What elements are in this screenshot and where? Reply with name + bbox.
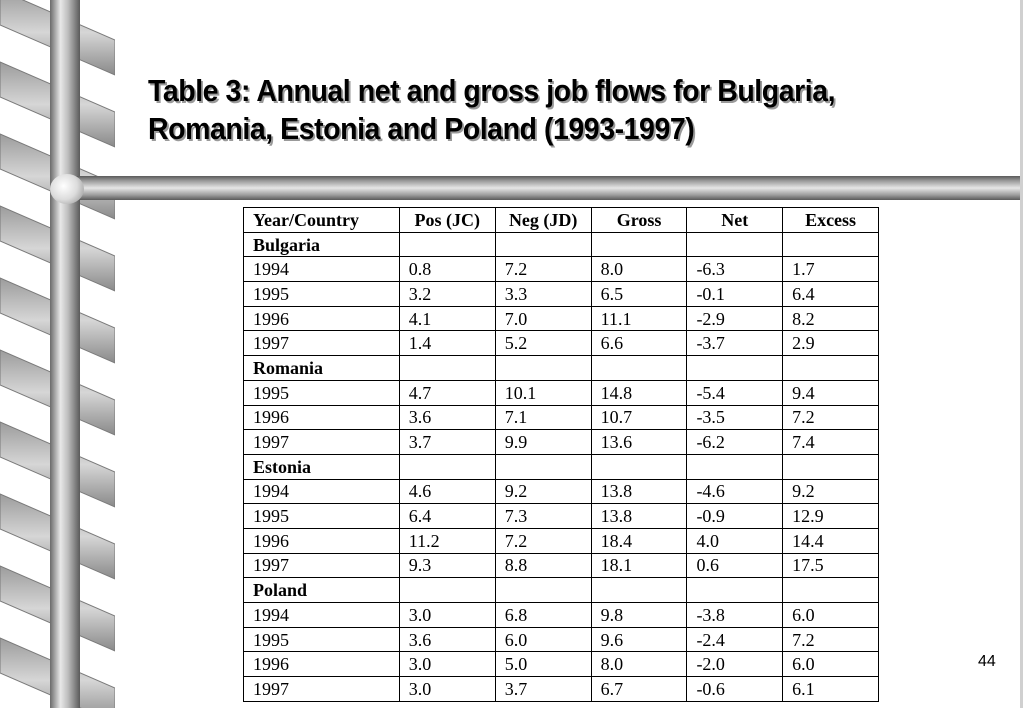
year-cell: 1995 [244,504,400,529]
year-cell: 1994 [244,603,400,628]
value-cell: 7.3 [495,504,591,529]
table-row [244,306,879,331]
table-row [244,405,879,430]
value-cell: 2.9 [783,331,879,356]
value-cell: 7.0 [495,306,591,331]
value-cell: 4.1 [399,306,495,331]
empty-cell [495,578,591,603]
value-cell: 17.5 [783,553,879,578]
value-cell: 1.7 [783,257,879,282]
value-cell: 6.7 [591,677,687,702]
empty-cell [591,232,687,257]
country-name-cell: Poland [244,578,400,603]
empty-cell [591,356,687,381]
empty-cell [783,356,879,381]
country-group-row [244,578,879,603]
country-name-cell: Romania [244,356,400,381]
value-cell: 7.2 [783,405,879,430]
value-cell: -4.6 [687,479,783,504]
empty-cell [399,232,495,257]
table-row [244,380,879,405]
rule-knob-decoration [50,174,84,204]
value-cell: 3.6 [399,405,495,430]
country-group-row [244,232,879,257]
job-flows-table [243,207,879,702]
table-row [244,504,879,529]
value-cell: 6.1 [783,677,879,702]
year-cell: 1994 [244,479,400,504]
empty-cell [687,232,783,257]
year-cell: 1994 [244,257,400,282]
value-cell: 8.0 [591,257,687,282]
table-row [244,553,879,578]
empty-cell [495,232,591,257]
empty-cell [495,356,591,381]
value-cell: -3.7 [687,331,783,356]
empty-cell [591,578,687,603]
table-row [244,282,879,307]
column-header: Pos (JC) [399,208,495,233]
empty-cell [783,232,879,257]
value-cell: 8.0 [591,652,687,677]
value-cell: 7.2 [495,528,591,553]
table-row [244,479,879,504]
value-cell: 3.0 [399,603,495,628]
year-cell: 1997 [244,331,400,356]
empty-cell [495,454,591,479]
value-cell: 7.4 [783,430,879,455]
value-cell: 10.1 [495,380,591,405]
value-cell: 6.4 [399,504,495,529]
value-cell: -2.0 [687,652,783,677]
country-group-row [244,356,879,381]
value-cell: 4.0 [687,528,783,553]
value-cell: 12.9 [783,504,879,529]
table-row [244,430,879,455]
value-cell: 9.6 [591,627,687,652]
value-cell: -6.3 [687,257,783,282]
slide-title-line-1: Table 3: Annual net and gross job flows for Bulgaria, [148,73,836,108]
country-name-cell: Bulgaria [244,232,400,257]
page-number: 44 [978,653,996,670]
value-cell: 6.6 [591,331,687,356]
year-cell: 1995 [244,380,400,405]
value-cell: 0.6 [687,553,783,578]
value-cell: 6.4 [783,282,879,307]
value-cell: 8.8 [495,553,591,578]
empty-cell [687,578,783,603]
value-cell: 7.2 [783,627,879,652]
value-cell: 9.8 [591,603,687,628]
value-cell: 5.2 [495,331,591,356]
value-cell: 14.8 [591,380,687,405]
table-row [244,677,879,702]
spiral-binding-decoration [0,0,115,708]
value-cell: -6.2 [687,430,783,455]
value-cell: 7.2 [495,257,591,282]
value-cell: -3.5 [687,405,783,430]
empty-cell [399,578,495,603]
year-cell: 1996 [244,306,400,331]
value-cell: -0.1 [687,282,783,307]
value-cell: 0.8 [399,257,495,282]
table-row [244,528,879,553]
table-row [244,331,879,356]
country-name-cell: Estonia [244,454,400,479]
value-cell: 13.6 [591,430,687,455]
value-cell: 5.0 [495,652,591,677]
column-header: Net [687,208,783,233]
value-cell: 9.2 [783,479,879,504]
slide-title-line-2: Romania, Estonia and Poland (1993-1997) [148,111,695,146]
value-cell: 18.1 [591,553,687,578]
value-cell: 13.8 [591,479,687,504]
empty-cell [783,578,879,603]
table-row [244,627,879,652]
empty-cell [591,454,687,479]
value-cell: 9.9 [495,430,591,455]
table-body [244,232,879,701]
column-header: Gross [591,208,687,233]
value-cell: 11.2 [399,528,495,553]
value-cell: 6.0 [783,652,879,677]
value-cell: 7.1 [495,405,591,430]
value-cell: 1.4 [399,331,495,356]
table-row [244,652,879,677]
empty-cell [399,356,495,381]
value-cell: 9.4 [783,380,879,405]
empty-cell [687,356,783,381]
column-header: Year/Country [244,208,400,233]
empty-cell [783,454,879,479]
value-cell: 18.4 [591,528,687,553]
value-cell: -0.9 [687,504,783,529]
year-cell: 1996 [244,652,400,677]
column-header: Excess [783,208,879,233]
value-cell: -2.4 [687,627,783,652]
value-cell: -3.8 [687,603,783,628]
value-cell: 3.7 [495,677,591,702]
value-cell: 6.8 [495,603,591,628]
year-cell: 1995 [244,627,400,652]
value-cell: 4.6 [399,479,495,504]
year-cell: 1997 [244,430,400,455]
country-group-row [244,454,879,479]
value-cell: 9.2 [495,479,591,504]
empty-cell [687,454,783,479]
value-cell: 13.8 [591,504,687,529]
value-cell: 3.2 [399,282,495,307]
value-cell: 6.0 [495,627,591,652]
value-cell: 3.6 [399,627,495,652]
value-cell: 3.0 [399,652,495,677]
value-cell: 8.2 [783,306,879,331]
year-cell: 1997 [244,677,400,702]
value-cell: 3.0 [399,677,495,702]
value-cell: 3.3 [495,282,591,307]
value-cell: 10.7 [591,405,687,430]
empty-cell [399,454,495,479]
year-cell: 1996 [244,528,400,553]
value-cell: -0.6 [687,677,783,702]
value-cell: 6.0 [783,603,879,628]
table-header-row [244,208,879,233]
table-row [244,257,879,282]
value-cell: 14.4 [783,528,879,553]
table-row [244,603,879,628]
year-cell: 1996 [244,405,400,430]
year-cell: 1995 [244,282,400,307]
horizontal-rule-bar [62,176,1023,200]
value-cell: -2.9 [687,306,783,331]
slide-title [148,72,939,148]
year-cell: 1997 [244,553,400,578]
value-cell: 9.3 [399,553,495,578]
value-cell: 4.7 [399,380,495,405]
value-cell: -5.4 [687,380,783,405]
column-header: Neg (JD) [495,208,591,233]
value-cell: 6.5 [591,282,687,307]
value-cell: 3.7 [399,430,495,455]
value-cell: 11.1 [591,306,687,331]
